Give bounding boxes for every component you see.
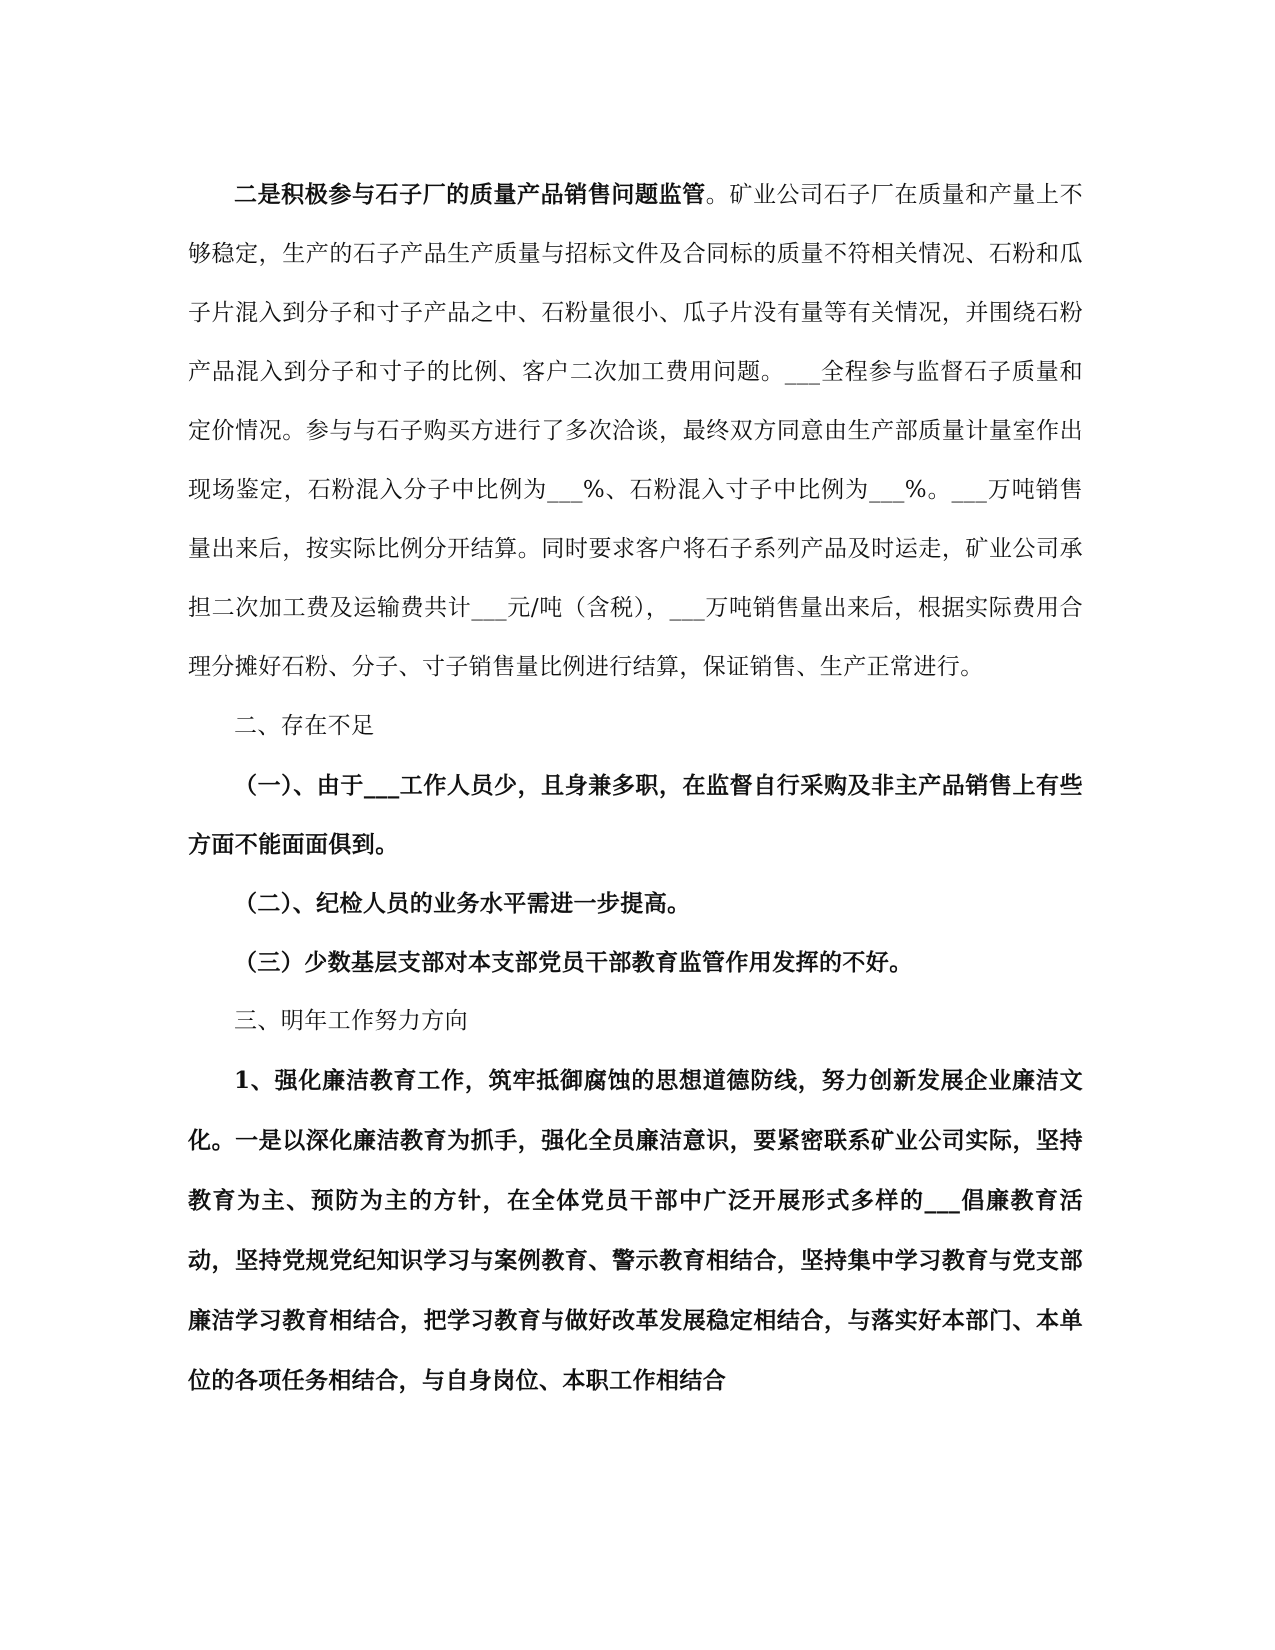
- paragraph-lead-bold: 二是积极参与石子厂的质量产品销售问题监管: [234, 181, 706, 208]
- paragraph-stone-plant-supervision: [188, 165, 1083, 697]
- paragraph-text: 。矿业公司石子厂在质量和产量上不够稳定，生产的石子产品生产质量与招标文件及合同标的质量不符相关情况、石粉和瓜子片混入到分子和寸子产品之中、石粉量很小、瓜子片没有量等有关情况，并围绕石粉产品混入到分子和寸子的比例、客户二次加工费用问题。___全程参与监督石子质量和定价情况。参与与石子购买方进行了多次洽谈，最终双方同意由生产部质量计量室作出现场鉴定，石粉混入分子中比例为___%、石粉混入寸子中比例为___%。___万吨销售量出来后，按实际比例分开结算。同时要求客户将石子系列产品及时运走，矿业公司承担二次加工费及运输费共计___元/吨（含税），___万吨销售量出来后，根据实际费用合理分摊好石粉、分子、寸子销售量比例进行结算，保证销售、生产正常进行。: [188, 182, 1084, 680]
- paragraph-lead-bold: 1、强化廉洁教育工作，筑牢抵御腐蚀的思想道德防线，努力创新发展企业廉洁文化: [188, 1067, 1083, 1154]
- paragraph-integrity-education: [188, 1051, 1083, 1411]
- section-heading-next-year: 三、明年工作努力方向: [234, 1008, 468, 1034]
- shortcoming-item-2: （二）、纪检人员的业务水平需进一步提高。: [234, 890, 691, 917]
- document-body: [188, 165, 1083, 1411]
- section-heading-shortcomings: 二、存在不足: [234, 713, 375, 739]
- shortcoming-item-3: （三）少数基层支部对本支部党员干部教育监管作用发挥的不好。: [234, 949, 913, 976]
- paragraph-text: 。一是以深化廉洁教育为抓手，强化全员廉洁意识，要紧密联系矿业公司实际，坚持教育为主、预防为主的方针，在全体党员干部中广泛开展形式多样的___倡廉教育活动，坚持党规党纪知识学习与案例教育、警示教育相结合，坚持集中学习教育与党支部廉洁学习教育相结合，把学习教育与做好改革发展稳定相结合，与落实好本部门、本单位的各项任务相结合，与自身岗位、本职工作相结合: [188, 1127, 1083, 1394]
- shortcoming-item-1: （一）、由于___工作人员少，且身兼多职，在监督自行采购及非主产品销售上有些方面不能面面俱到。: [188, 772, 1083, 858]
